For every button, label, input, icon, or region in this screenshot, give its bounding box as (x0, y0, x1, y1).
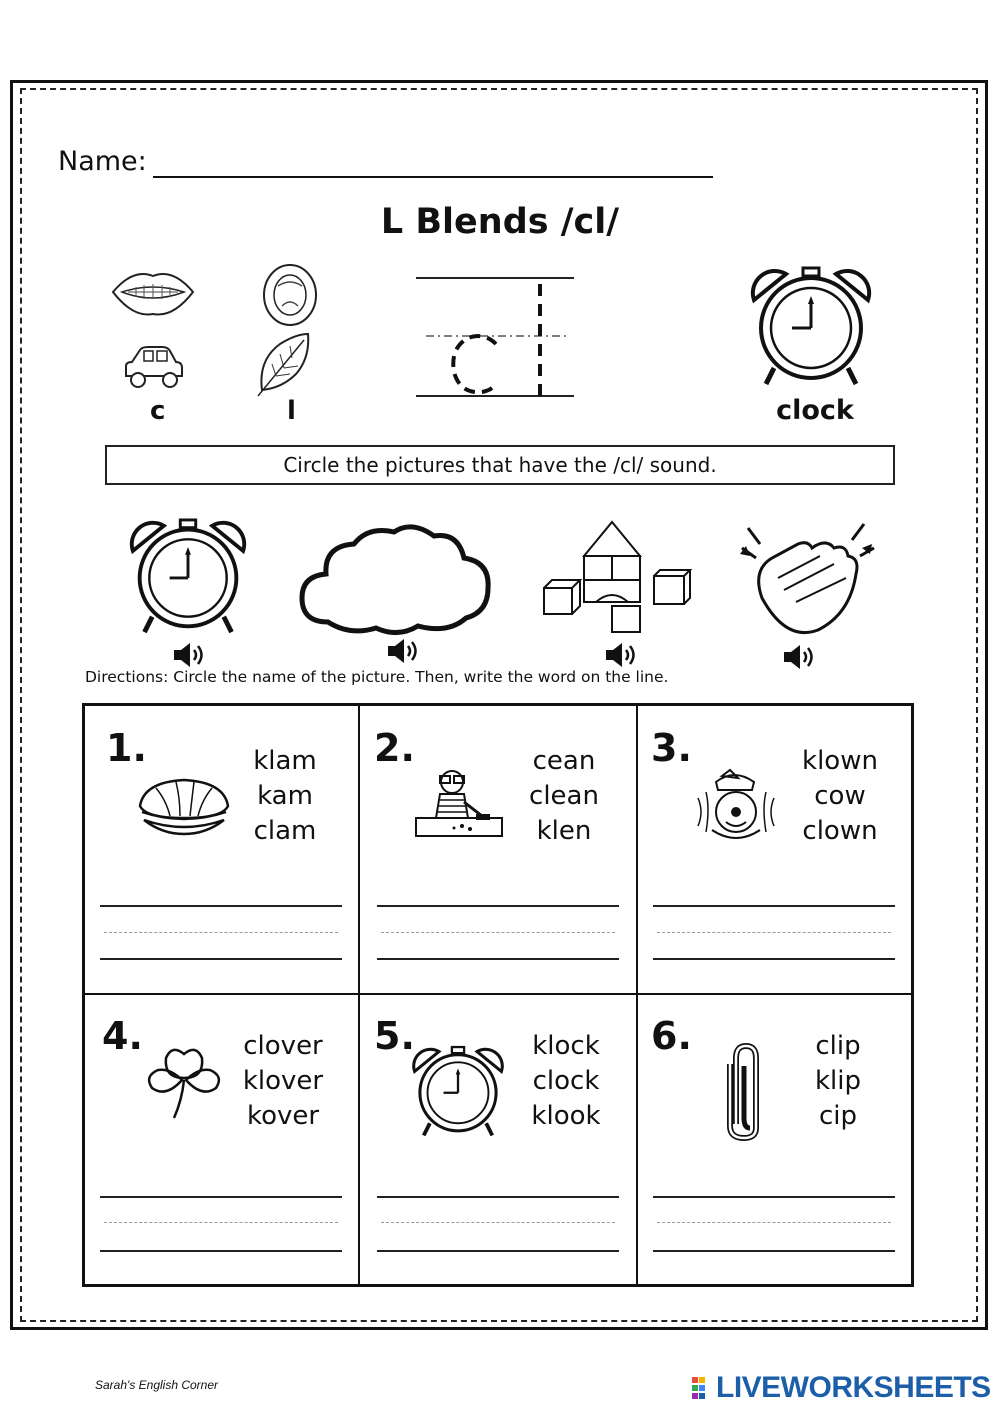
clown-icon (694, 768, 778, 840)
write-line[interactable] (377, 905, 619, 907)
option-blocks-icon[interactable] (540, 518, 690, 636)
word-choice[interactable]: klock (532, 1031, 600, 1061)
word-choice[interactable]: klam (253, 746, 317, 776)
write-line[interactable] (653, 905, 895, 907)
word-choices[interactable] (509, 744, 619, 849)
word-choice[interactable]: clean (529, 781, 599, 811)
word-choice[interactable]: clip (815, 1031, 861, 1061)
liveworksheets-logo-icon (692, 1377, 712, 1401)
name-write-line[interactable] (153, 176, 713, 178)
word-choice[interactable]: clover (243, 1031, 323, 1061)
word-choices[interactable] (783, 1029, 893, 1134)
clover-icon (144, 1040, 224, 1122)
word-choice[interactable]: clock (532, 1066, 600, 1096)
item-number: 6. (651, 1014, 692, 1058)
write-midline (104, 1222, 338, 1223)
letter-c-label: c (150, 396, 166, 426)
word-choice[interactable]: klip (814, 1066, 861, 1096)
word-choice[interactable]: clam (253, 816, 317, 846)
speaker-icon[interactable] (386, 637, 422, 665)
letter-l-label: l (287, 396, 296, 426)
word-choice[interactable]: kover (246, 1101, 320, 1131)
car-icon (122, 342, 186, 392)
write-midline (381, 1222, 615, 1223)
write-baseline (377, 958, 619, 960)
write-baseline (100, 1250, 342, 1252)
mouth-c-icon (108, 262, 198, 324)
speaker-icon[interactable] (782, 643, 818, 671)
brand-name[interactable]: LIVEWORKSHEETS (716, 1371, 991, 1404)
word-choices[interactable] (785, 744, 895, 849)
word-choice[interactable]: klown (802, 746, 878, 776)
write-line[interactable] (100, 905, 342, 907)
word-choice[interactable]: cip (818, 1101, 858, 1131)
alarm-clock-icon (748, 266, 874, 388)
item-number: 1. (106, 726, 147, 770)
word-choice[interactable]: clown (802, 816, 878, 846)
grid-divider (636, 703, 638, 1287)
word-choice[interactable]: klook (531, 1101, 601, 1131)
paper-clip-icon (722, 1042, 768, 1140)
word-choice[interactable]: cean (532, 746, 596, 776)
clock-icon (410, 1044, 506, 1140)
word-choices[interactable] (511, 1029, 621, 1134)
write-baseline (653, 1250, 895, 1252)
letter-tracing-guide[interactable] (416, 272, 576, 402)
grid-divider (358, 703, 360, 1287)
speaker-icon[interactable] (172, 641, 208, 669)
grid-divider (82, 993, 914, 995)
word-choice[interactable]: cow (814, 781, 866, 811)
directions-text: Directions: Circle the name of the picture. Then, write the word on the line. (85, 668, 669, 686)
word-choice[interactable]: klover (242, 1066, 324, 1096)
write-midline (104, 932, 338, 933)
leaf-icon (254, 330, 314, 398)
word-choices[interactable] (230, 744, 340, 849)
option-alarm-clock-icon[interactable] (124, 518, 252, 636)
write-midline (657, 932, 891, 933)
word-choice[interactable]: kam (257, 781, 313, 811)
write-baseline (377, 1250, 619, 1252)
boy-cleaning-icon (412, 766, 504, 840)
item-number: 5. (374, 1014, 415, 1058)
write-baseline (100, 958, 342, 960)
option-cloud-icon[interactable] (298, 522, 494, 638)
word-choices[interactable] (228, 1029, 338, 1134)
word-choice[interactable]: klen (536, 816, 592, 846)
write-line[interactable] (653, 1196, 895, 1198)
write-line[interactable] (100, 1196, 342, 1198)
speaker-icon[interactable] (604, 641, 640, 669)
item-number: 3. (651, 726, 692, 770)
write-baseline (653, 958, 895, 960)
instruction-box: Circle the pictures that have the /cl/ sound. (105, 445, 895, 485)
write-midline (381, 932, 615, 933)
mouth-l-icon (260, 262, 320, 328)
credit-text: Sarah's English Corner (95, 1378, 219, 1392)
item-number: 4. (102, 1014, 143, 1058)
name-label: Name: (58, 146, 147, 177)
key-word: clock (776, 395, 854, 426)
write-midline (657, 1222, 891, 1223)
clam-icon (136, 776, 232, 836)
worksheet-title: L Blends /cl/ (380, 202, 620, 242)
item-number: 2. (374, 726, 415, 770)
option-clapping-hands-icon[interactable] (738, 518, 878, 642)
write-line[interactable] (377, 1196, 619, 1198)
